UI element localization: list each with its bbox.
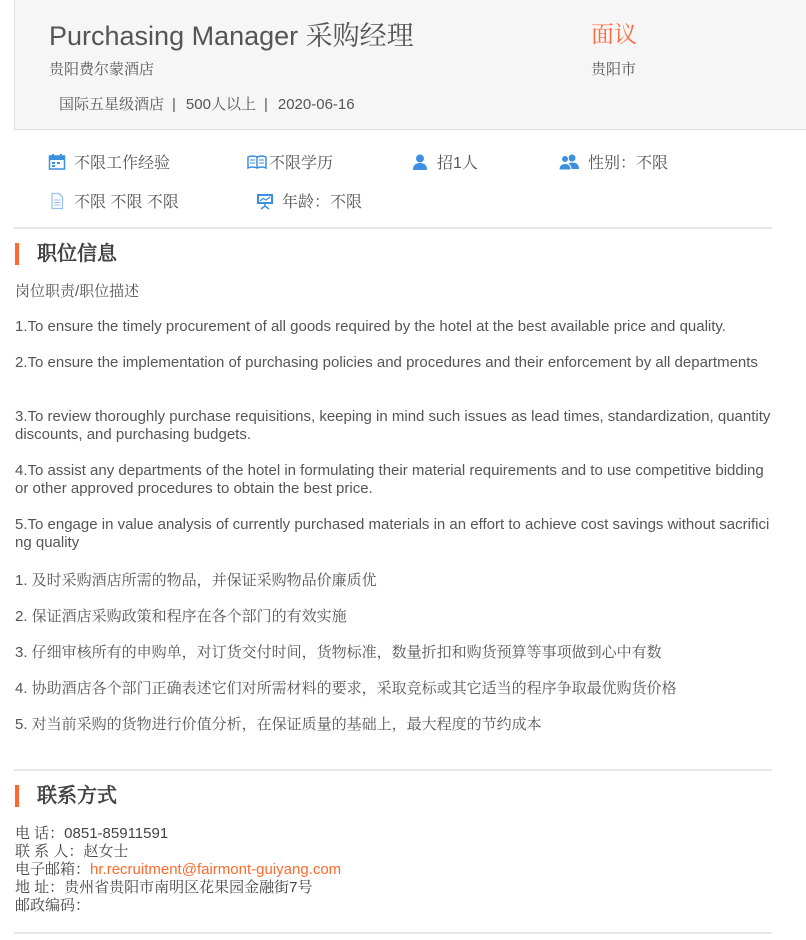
duty-item-cn: 5. 对当前采购的货物进行价值分析，在保证质量的基础上，最大程度的节约成本 xyxy=(15,716,542,733)
experience-text: 不限工作经验 xyxy=(74,155,171,172)
duty-item-cn: 4. 协助酒店各个部门正确表述它们对所需材料的要求，采取竞标或其它适当的程序争取最优购货价格 xyxy=(15,680,677,697)
person-value: 赵女士 xyxy=(83,843,129,860)
calendar-icon xyxy=(48,153,66,171)
contact-phone xyxy=(15,825,168,843)
book-icon xyxy=(247,153,265,171)
contact-address xyxy=(15,879,313,897)
duty-item-cn: 3. 仔细审核所有的申购单，对订货交付时间，货物标准，数量折扣和购货预算等事项做到心中有数 xyxy=(15,644,662,661)
requirement-gender xyxy=(558,150,668,173)
address-value: 贵州省贵阳市南明区花果园金融街7号 xyxy=(64,879,313,896)
email-link[interactable]: hr.recruitment@fairmont-guiyang.com xyxy=(90,861,342,878)
duty-item-en: 5.To engage in value analysis of currently purchased materials in an effort to achieve cost savings without sacrificing quality xyxy=(15,516,770,551)
job-info-heading: 职位信息 xyxy=(15,243,117,265)
post-date: 2020-06-16 xyxy=(277,96,355,113)
phone-value: 0851-85911591 xyxy=(64,825,169,842)
job-city: 贵阳市 xyxy=(591,61,637,78)
email-label: 电子邮箱： xyxy=(15,861,91,878)
requirement-experience xyxy=(48,150,170,173)
duty-item-en: 2.To ensure the implementation of purchasing policies and procedures and their enforcement by all departments xyxy=(15,354,758,371)
duty-item-en: 4.To assist any departments of the hotel in formulating their material requirements and to use competitive bidding or other approved procedures to obtain the best price. xyxy=(15,462,764,497)
people-icon xyxy=(558,153,580,171)
section-divider xyxy=(14,769,772,771)
requirement-education xyxy=(247,150,333,173)
section-divider xyxy=(14,932,772,934)
meta-separator: | xyxy=(263,96,268,113)
other-requirements-text: 不限 不限 不限 xyxy=(74,194,179,211)
education-text: 不限学历 xyxy=(269,155,334,172)
contact-heading: 联系方式 xyxy=(15,785,117,807)
job-header-card xyxy=(14,0,806,130)
zip-label: 邮政编码： xyxy=(15,897,91,914)
presentation-icon xyxy=(256,192,274,210)
job-title: Purchasing Manager 采购经理 xyxy=(49,21,414,51)
contact-email xyxy=(15,861,341,879)
meta-separator: | xyxy=(172,96,176,113)
job-description-subheading: 岗位职责/职位描述 xyxy=(15,283,140,300)
age-text: 年龄：不限 xyxy=(282,194,363,211)
headcount-text: 招1人 xyxy=(437,155,478,172)
gender-text: 性别：不限 xyxy=(588,155,669,172)
duty-item-en: 3.To review thoroughly purchase requisitions, keeping in mind such issues as lead times, standardization, quantity discounts, and purchasing budgets. xyxy=(15,408,771,443)
company-size: 500人以上 xyxy=(185,96,256,113)
person-label: 联 系 人： xyxy=(15,843,84,860)
requirement-headcount xyxy=(411,150,478,173)
address-label: 地 址： xyxy=(15,879,65,896)
company-type: 国际五星级酒店 xyxy=(59,96,165,113)
requirement-other xyxy=(48,189,179,212)
contact-zip xyxy=(15,897,90,915)
company-meta xyxy=(59,93,355,114)
company-name[interactable]: 贵阳费尔蒙酒店 xyxy=(49,61,155,78)
duty-item-cn: 2. 保证酒店采购政策和程序在各个部门的有效实施 xyxy=(15,608,347,625)
section-divider xyxy=(14,227,772,229)
duty-item-en: 1.To ensure the timely procurement of all goods required by the hotel at the best available price and quality. xyxy=(15,318,726,335)
requirement-age xyxy=(256,189,362,212)
person-icon xyxy=(411,153,429,171)
document-icon xyxy=(48,192,66,210)
duty-item-cn: 1. 及时采购酒店所需的物品，并保证采购物品价廉质优 xyxy=(15,572,377,589)
phone-label: 电 话： xyxy=(15,825,65,842)
salary: 面议 xyxy=(591,21,637,47)
contact-person xyxy=(15,843,128,861)
